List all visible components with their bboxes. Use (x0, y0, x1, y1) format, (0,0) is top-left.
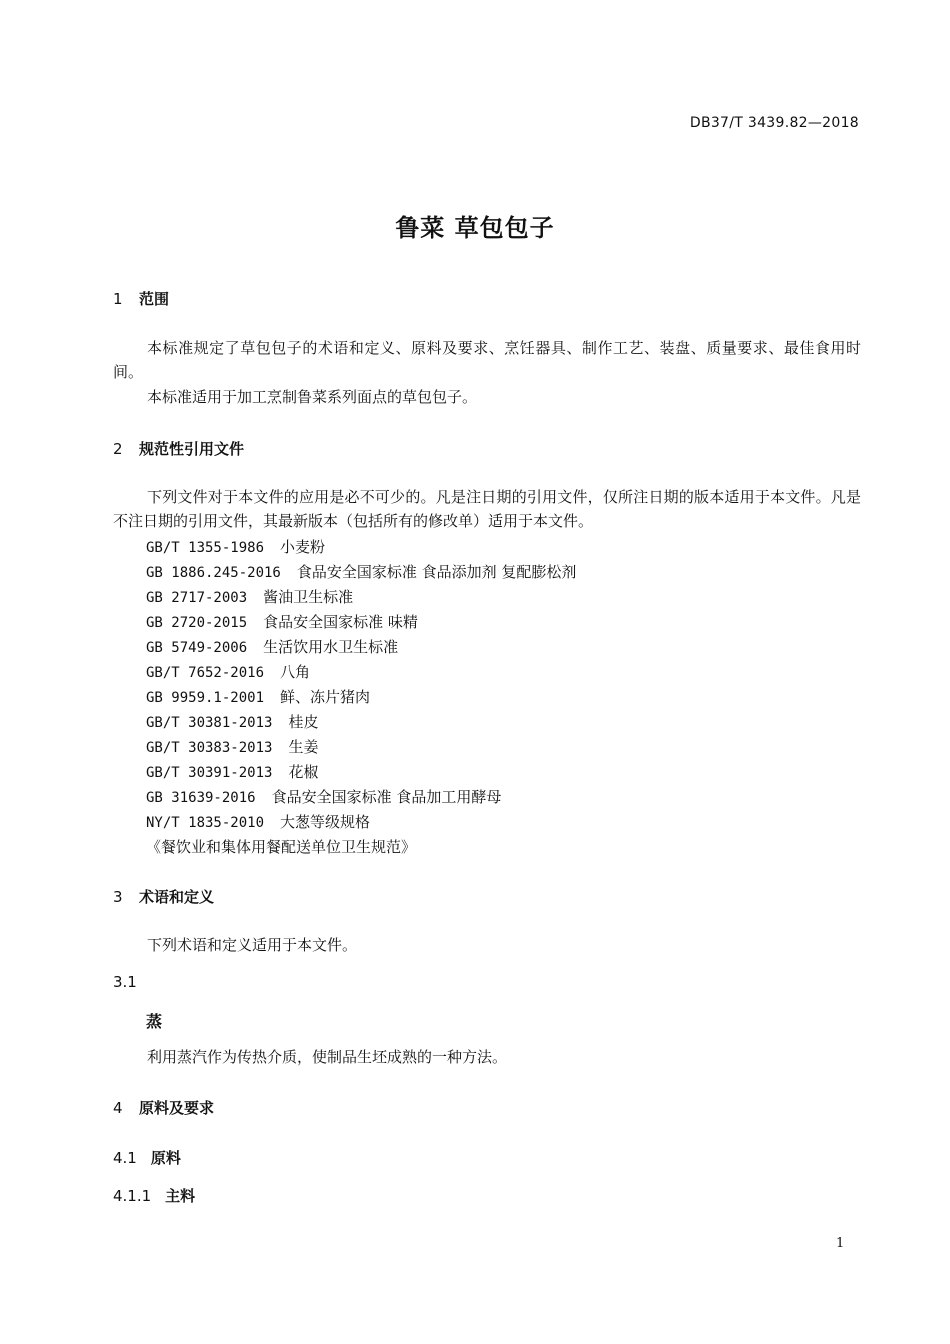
section-2-heading (113, 438, 244, 459)
reference-name: 大葱等级规格 (280, 813, 371, 831)
reference-code: GB/T 30383-2013 (146, 740, 273, 756)
section-3-heading (113, 886, 214, 907)
reference-name: 鲜、冻片猪肉 (280, 688, 371, 706)
term-name: 蒸 (146, 1012, 163, 1031)
reference-name: 生活饮用水卫生标准 (263, 638, 399, 656)
reference-item (146, 586, 353, 607)
reference-document: 《餐饮业和集体用餐配送单位卫生规范》 (146, 838, 417, 856)
reference-item (146, 811, 370, 832)
section-1-heading (113, 288, 169, 309)
reference-name: 生姜 (288, 738, 319, 756)
section-title: 规范性引用文件 (139, 440, 245, 458)
reference-name: 花椒 (288, 763, 319, 781)
standard-code: DB37/T 3439.82—2018 (689, 115, 859, 131)
reference-item (146, 786, 501, 807)
term-definition: 利用蒸汽作为传热介质，使制品生坯成熟的一种方法。 (147, 1048, 508, 1066)
reference-name: 小麦粉 (280, 538, 326, 556)
section-3-paragraph-1: 下列术语和定义适用于本文件。 (147, 936, 358, 954)
section-4-heading (113, 1097, 214, 1118)
section-number: 3 (113, 888, 123, 906)
reference-name: 食品安全国家标准 味精 (263, 613, 418, 631)
subsection-number: 4.1 (113, 1149, 137, 1167)
reference-item (146, 711, 318, 732)
subsection-number: 4.1.1 (113, 1187, 152, 1205)
section-title: 原料及要求 (139, 1099, 215, 1117)
reference-name: 桂皮 (288, 713, 319, 731)
section-1-paragraph-2: 本标准适用于加工烹制鲁菜系列面点的草包包子。 (147, 388, 478, 406)
section-number: 4 (113, 1099, 123, 1117)
reference-name: 酱油卫生标准 (263, 588, 354, 606)
reference-code: GB/T 30391-2013 (146, 765, 273, 781)
reference-name: 食品安全国家标准 食品加工用酵母 (271, 788, 502, 806)
reference-item (146, 661, 310, 682)
section-number: 1 (113, 290, 123, 308)
reference-item (146, 536, 325, 557)
subsection-title: 主料 (165, 1187, 196, 1205)
reference-code: GB 31639-2016 (146, 790, 256, 806)
document-title: 鲁菜 草包包子 (395, 214, 555, 242)
reference-item (146, 636, 398, 657)
section-number: 2 (113, 440, 123, 458)
term-number: 3.1 (113, 973, 137, 991)
reference-code: GB 2720-2015 (146, 615, 248, 631)
reference-item (146, 611, 418, 632)
subsection-4-1-1-heading (113, 1185, 195, 1206)
section-title: 范围 (139, 290, 170, 308)
reference-code: GB/T 30381-2013 (146, 715, 273, 731)
reference-name: 八角 (280, 663, 311, 681)
reference-code: GB 1886.245-2016 (146, 565, 281, 581)
reference-code: NY/T 1835-2010 (146, 815, 265, 831)
subsection-4-1-heading (113, 1147, 181, 1168)
reference-code: GB 9959.1-2001 (146, 690, 265, 706)
reference-name: 食品安全国家标准 食品添加剂 复配膨松剂 (296, 563, 577, 581)
reference-item (146, 761, 318, 782)
section-1-paragraph-1: 本标准规定了草包包子的术语和定义、原料及要求、烹饪器具、制作工艺、装盘、质量要求、最佳食用时间。 (113, 339, 861, 381)
section-2-paragraph-1: 下列文件对于本文件的应用是必不可少的。凡是注日期的引用文件，仅所注日期的版本适用于本文件。凡是不注日期的引用文件，其最新版本（包括所有的修改单）适用于本文件。 (113, 488, 861, 530)
reference-item (146, 686, 370, 707)
reference-code: GB/T 7652-2016 (146, 665, 265, 681)
reference-item (146, 561, 576, 582)
subsection-title: 原料 (150, 1149, 181, 1167)
reference-code: GB 2717-2003 (146, 590, 248, 606)
page-number: 1 (836, 1236, 845, 1251)
reference-item (146, 736, 318, 757)
reference-code: GB 5749-2006 (146, 640, 248, 656)
reference-code: GB/T 1355-1986 (146, 540, 265, 556)
section-title: 术语和定义 (139, 888, 215, 906)
